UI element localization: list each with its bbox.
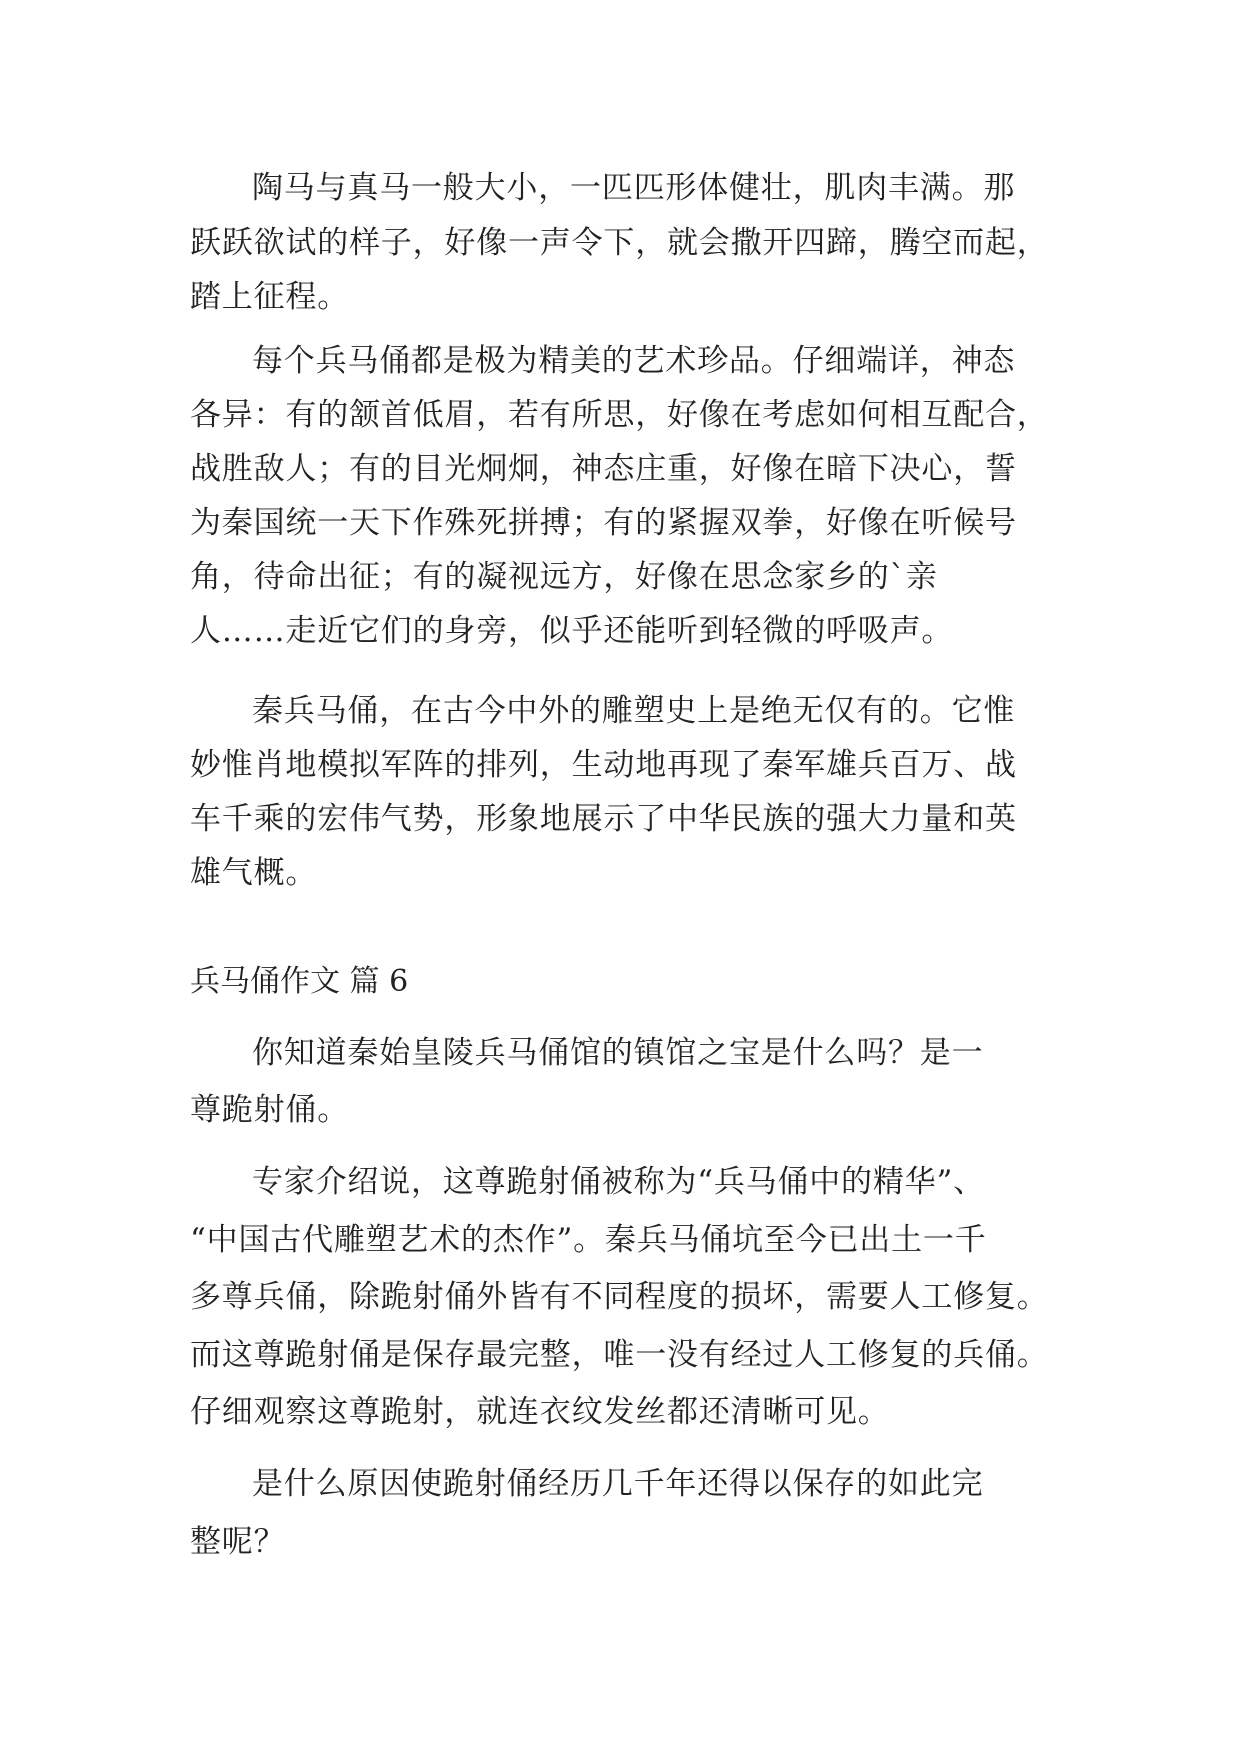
paragraph-2-line-5: 角，待命出征；有的凝视远方，好像在思念家乡的`亲 <box>190 559 938 595</box>
section-paragraph-1-line-2: 尊跪射俑。 <box>190 1092 349 1128</box>
paragraph-3-line-4: 雄气概。 <box>190 855 318 891</box>
section-paragraph-2-line-3: 多尊兵俑，除跪射俑外皆有不同程度的损坏，需要人工修复。 <box>190 1279 1049 1315</box>
section-paragraph-2-line-4: 而这尊跪射俑是保存最完整，唯一没有经过人工修复的兵俑。 <box>190 1337 1049 1373</box>
paragraph-3-line-1: 秦兵马俑，在古今中外的雕塑史上是绝无仅有的。它惟 <box>252 693 1016 729</box>
paragraph-2-line-6: 人……走近它们的身旁，似乎还能听到轻微的呼吸声。 <box>190 613 954 649</box>
section-paragraph-3-line-1: 是什么原因使跪射俑经历几千年还得以保存的如此完 <box>252 1466 984 1502</box>
section-paragraph-1-line-1: 你知道秦始皇陵兵马俑馆的镇馆之宝是什么吗？是一 <box>252 1035 984 1071</box>
paragraph-2-line-1: 每个兵马俑都是极为精美的艺术珍品。仔细端详，神态 <box>252 343 1016 379</box>
section-paragraph-2-line-2: “中国古代雕塑艺术的杰作”。秦兵马俑坑至今已出土一千 <box>190 1222 987 1258</box>
section-paragraph-2-line-1: 专家介绍说，这尊跪射俑被称为“兵马俑中的精华”、 <box>252 1164 985 1200</box>
section-paragraph-3-line-2: 整呢？ <box>190 1524 286 1560</box>
section-paragraph-2-line-5: 仔细观察这尊跪射，就连衣纹发丝都还清晰可见。 <box>190 1394 890 1430</box>
paragraph-2-line-3: 战胜敌人；有的目光炯炯，神态庄重，好像在暗下决心，誓 <box>190 451 1017 487</box>
paragraph-3-line-2: 妙惟肖地模拟军阵的排列，生动地再现了秦军雄兵百万、战 <box>190 747 1017 783</box>
paragraph-2-line-4: 为秦国统一天下作殊死拼搏；有的紧握双拳，好像在听候号 <box>190 505 1017 541</box>
section-heading: 兵马俑作文 篇 6 <box>190 964 409 999</box>
paragraph-1-line-2: 跃跃欲试的样子，好像一声令下，就会撒开四蹄，腾空而起， <box>190 225 1049 261</box>
paragraph-3-line-3: 车千乘的宏伟气势，形象地展示了中华民族的强大力量和英 <box>190 801 1017 837</box>
paragraph-1-line-1: 陶马与真马一般大小，一匹匹形体健壮，肌肉丰满。那 <box>252 170 1016 206</box>
paragraph-2-line-2: 各异：有的颔首低眉，若有所思，好像在考虑如何相互配合， <box>190 397 1049 433</box>
paragraph-1-line-3: 踏上征程。 <box>190 279 349 315</box>
